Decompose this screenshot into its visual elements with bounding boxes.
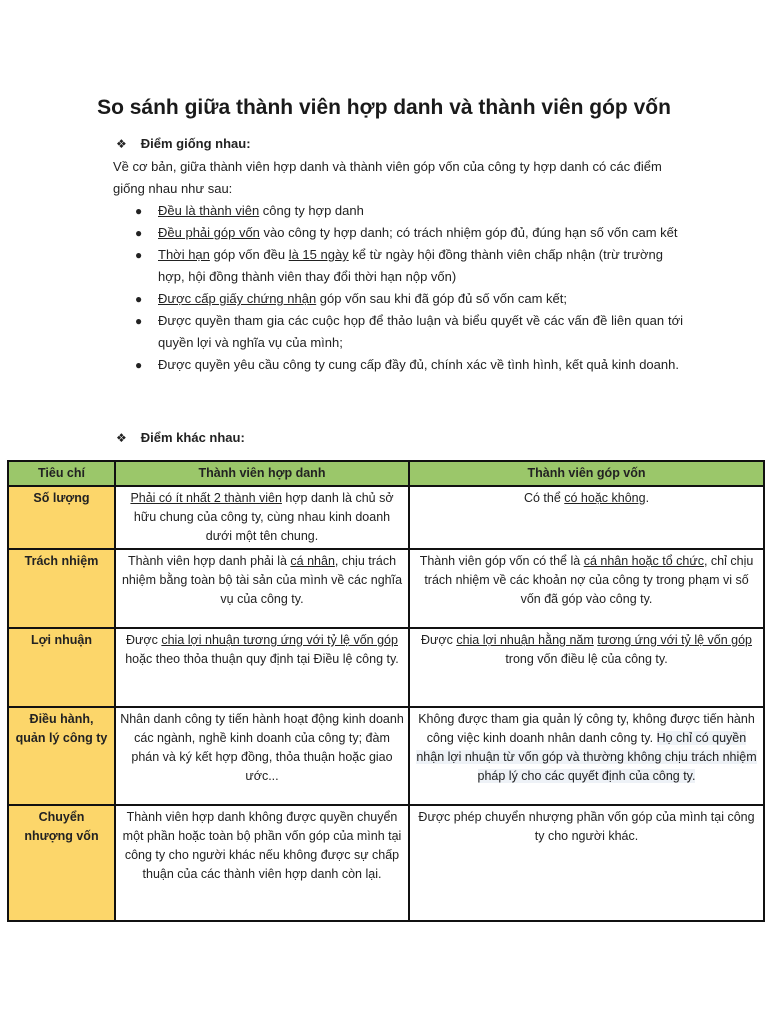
item-text: góp vốn sau khi đã góp đủ số vốn cam kết;	[316, 291, 567, 306]
cell-text: Được	[126, 633, 162, 647]
general-partner-cell	[115, 805, 409, 921]
general-partner-cell	[115, 707, 409, 805]
capital-partner-cell	[409, 707, 764, 805]
item-underlined: Đều là thành viên	[158, 203, 260, 218]
bullet-dot-icon: ●	[135, 248, 143, 262]
general-partner-cell	[115, 628, 409, 707]
general-partner-cell	[115, 486, 409, 549]
table-row	[8, 549, 764, 628]
cell-text: trong vốn điều lệ của công ty.	[505, 652, 668, 666]
cell-text: Không được tham gia quản lý công ty, không được tiến hành công việc kinh doanh nhân danh công ty.	[418, 712, 755, 745]
cell-underlined: chia lợi nhuận tương ứng với tỷ lệ vốn góp	[161, 633, 398, 647]
similar-intro: Về cơ bản, giữa thành viên hợp danh và thành viên góp vốn của công ty hợp danh có các điểm giống nhau như sau:	[113, 159, 662, 196]
bullet-dot-icon: ●	[135, 358, 143, 372]
header-capital-partner: Thành viên góp vốn	[409, 461, 764, 486]
cell-underlined: cá nhân	[290, 554, 335, 568]
list-item	[135, 288, 683, 310]
bullet-dot-icon: ●	[135, 226, 143, 240]
similar-heading	[116, 136, 251, 151]
cell-text: Được	[420, 633, 457, 647]
item-text: Được quyền yêu cầu công ty cung cấp đầy đủ, chính xác về tình hình, kết quả kinh doanh.	[158, 357, 679, 372]
list-item	[135, 200, 683, 222]
cell-underlined: tương ứng với tỷ lệ vốn góp	[597, 633, 753, 647]
item-text: Được quyền tham gia các cuộc họp để thảo luận và biểu quyết về các vấn đề liên quan tới quyền lợi và nghĩa vụ của mình;	[158, 313, 683, 350]
row-criterion: Số lượng	[8, 486, 115, 549]
bullet-dot-icon: ●	[135, 314, 143, 328]
table-row	[8, 486, 764, 549]
item-text: góp vốn đều	[209, 247, 289, 262]
item-underlined: Đều phải góp vốn	[158, 225, 260, 240]
cell-text: Thành viên hợp danh không được quyền chuyển một phần hoặc toàn bộ phần vốn góp của mình tại công ty cho người khác nếu không được sự chấp thuận của các thành viên hợp danh còn lại.	[122, 810, 402, 881]
cell-text: Được phép chuyển nhượng phần vốn góp của mình tại công ty cho người khác.	[418, 810, 755, 843]
cell-text: .	[645, 491, 650, 505]
row-criterion: Chuyển nhượng vốn	[8, 805, 115, 921]
list-item	[135, 244, 683, 288]
diamond-bullet-icon: ❖	[116, 136, 127, 151]
row-criterion: Trách nhiệm	[8, 549, 115, 628]
cell-text: Thành viên góp vốn có thể là	[419, 554, 584, 568]
item-underlined: Được cấp giấy chứng nhận	[158, 291, 317, 306]
list-item	[135, 222, 683, 244]
capital-partner-cell	[409, 486, 764, 549]
different-heading-text: Điểm khác nhau:	[140, 430, 245, 445]
diamond-bullet-icon: ❖	[116, 430, 127, 445]
cell-text: , chịu trách nhiệm bằng toàn bộ tài sản của mình về các nghĩa vụ của công ty.	[121, 554, 403, 606]
cell-text: , chỉ chịu trách nhiệm về các khoản nợ của công ty trong phạm vi số vốn đã góp vào công ty.	[424, 554, 754, 606]
item-text: công ty hợp danh	[259, 203, 364, 218]
bullet-dot-icon: ●	[135, 204, 143, 218]
cell-text: Có thể	[523, 491, 565, 505]
cell-underlined: Phải có ít nhất 2 thành viên	[130, 491, 282, 505]
cell-text: hợp danh là chủ sở hữu chung của công ty, cùng nhau kinh doanh dưới một tên chung.	[133, 491, 394, 543]
header-general-partner: Thành viên hợp danh	[115, 461, 409, 486]
item-text: vào công ty hợp danh; có trách nhiệm góp đủ, đúng hạn số vốn cam kết	[259, 225, 678, 240]
cell-underlined: có hoặc không	[564, 491, 646, 505]
cell-text: hoặc theo thỏa thuận quy định tại Điều lệ công ty.	[125, 652, 399, 666]
list-item	[135, 310, 683, 354]
general-partner-cell	[115, 549, 409, 628]
header-criterion: Tiêu chí	[8, 461, 115, 486]
table-row	[8, 707, 764, 805]
item-underlined: Thời hạn	[158, 247, 210, 262]
cell-highlighted-text: Họ chỉ có quyền nhận lợi nhuận từ vốn góp và thường không chịu trách nhiệm pháp lý cho các quyết định của công ty.	[416, 731, 757, 783]
table-row	[8, 628, 764, 707]
list-item	[135, 354, 683, 376]
capital-partner-cell	[409, 628, 764, 707]
item-text: kể từ ngày hội đồng thành viên chấp nhận (trừ trường hợp, hội đồng thành viên thay đổi thời hạn nộp vốn)	[158, 247, 664, 284]
cell-underlined: chia lợi nhuận hằng năm	[456, 633, 594, 647]
table-row	[8, 805, 764, 921]
page-title: So sánh giữa thành viên hợp danh và thành viên góp vốn	[97, 96, 671, 119]
bullet-dot-icon: ●	[135, 292, 143, 306]
capital-partner-cell	[409, 805, 764, 921]
capital-partner-cell	[409, 549, 764, 628]
table-header-row	[8, 461, 764, 486]
comparison-table	[7, 460, 765, 922]
item-underlined: là 15 ngày	[288, 247, 349, 262]
cell-text: Thành viên hợp danh phải là	[127, 554, 291, 568]
similar-list	[135, 200, 683, 376]
cell-underlined: cá nhân hoặc tổ chức	[583, 554, 704, 568]
row-criterion: Điều hành, quản lý công ty	[8, 707, 115, 805]
similar-heading-text: Điểm giống nhau:	[140, 136, 251, 151]
different-heading	[116, 430, 245, 445]
row-criterion: Lợi nhuận	[8, 628, 115, 707]
cell-text: Nhân danh công ty tiến hành hoạt động kinh doanh các ngành, nghề kinh doanh của công ty; đàm phán và ký kết hợp đồng, thỏa thuận hoặc giao ước...	[120, 712, 404, 783]
